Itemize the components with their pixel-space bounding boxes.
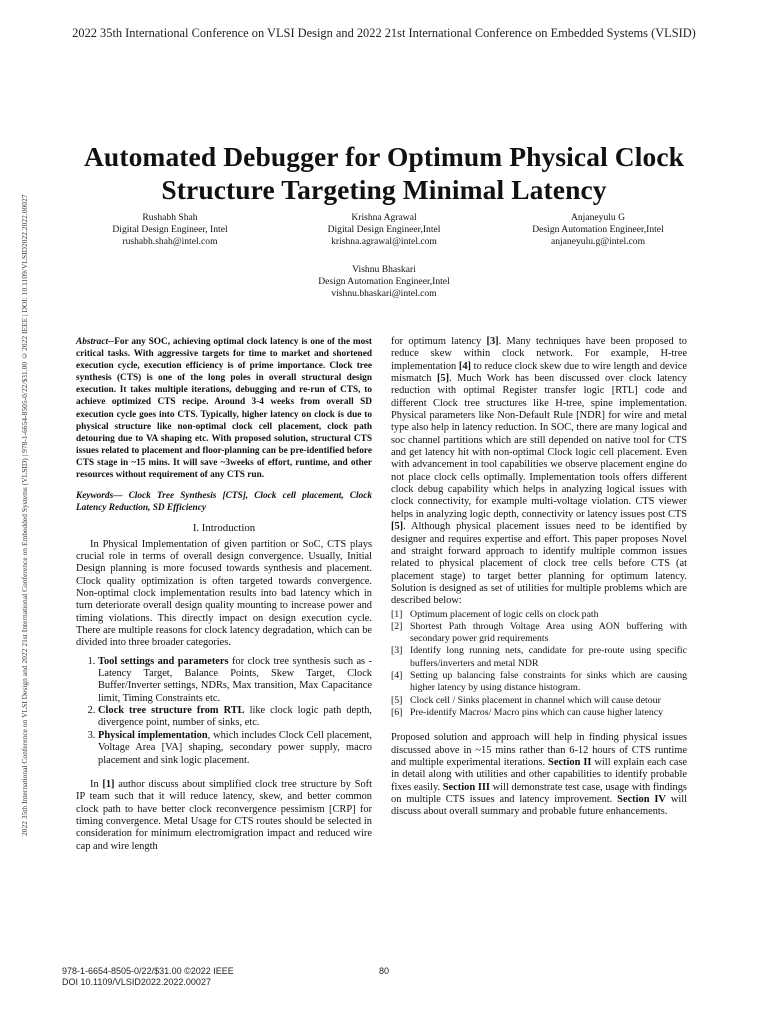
category-head: Physical implementation (98, 729, 208, 741)
list-item (391, 695, 687, 707)
abstract-label: Abstract-- (76, 337, 115, 347)
list-item (391, 621, 687, 646)
section-ref: Section II (548, 756, 592, 768)
author-role: Digital Design Engineer,Intel (327, 224, 441, 235)
list-number: [3] (391, 645, 403, 657)
author-role: Digital Design Engineer, Intel (112, 224, 228, 235)
keywords: Keywords— Clock Tree Synthesis [CTS], Clock cell placement, Clock Latency Reduction, SD Efficiency (76, 491, 372, 514)
author-name: Anjaneyulu G (570, 212, 626, 223)
category-text: for clock tree synthesis such as - Latency Target, Balance Points, Skew Target, Clock Buffer/Inverter settings, NDRs, Max transition, Max Capacitance limit, Timing Constraints etc. (98, 655, 372, 704)
footer-isbn: 978-1-6654-8505-0/22/$31.00 ©2022 IEEE (62, 966, 234, 976)
intro-paragraph-2 (76, 779, 372, 853)
list-text: Clock cell / Sinks placement in channel which will cause detour (410, 694, 661, 706)
citation-ref: [1] (102, 778, 115, 790)
author-3 (498, 212, 698, 248)
citation-ref: [5] (436, 373, 450, 385)
list-item (391, 707, 687, 719)
right-paragraph-1 (391, 336, 687, 608)
list-item (391, 645, 687, 670)
citation-ref: [4] (458, 360, 472, 372)
text-run: will discuss about overall summary and probable future enhancements. (391, 793, 687, 818)
right-paragraph-2 (391, 732, 687, 818)
list-number: [1] (391, 608, 403, 620)
text-run: will demonstrate test case, usage with findings on multiple CTS issues and latency improvement. (391, 781, 687, 805)
author-name: Krishna Agrawal (351, 212, 417, 223)
list-text: Setting up balancing false constraints for sinks which are causing higher latency by using distance histogram. (410, 670, 687, 694)
author-block (70, 212, 698, 248)
category-list (76, 656, 372, 767)
intro-paragraph-1: In Physical Implementation of given partition or SoC, CTS plays crucial role in terms of overall design convergence. Usually, Initial Design planning is more focused towards synthesis and placement. Clock quality optimization is often targeted towards convergence. Non-optimal clock implementation results into bad latency which in turn deteriorate overall design quality mounting to increase power and timing violations. This directly impact on design execution cycle. There are multiple reasons for clock latency degradation, which can be divided into three broader categories. (76, 538, 372, 649)
list-text: Pre-identify Macros/ Macro pins which can cause higher latency (410, 706, 663, 718)
text-run: Proposed solution and approach will help in finding physical issues discussed above in ~15 mins rather than 6-12 hours of CTS runtime and multiple experimental iterations. (391, 732, 687, 768)
citation-ref: [3] (486, 336, 499, 347)
author-name: Vishnu Bhaskari (352, 264, 416, 275)
list-item (98, 705, 372, 730)
text-run: for optimum latency (391, 336, 487, 347)
right-column (391, 336, 687, 819)
utility-list (391, 609, 687, 720)
list-item (391, 609, 687, 621)
text-run: . Although physical placement issues need to be identified by designer and requires expertise and effort. This paper proposes Novel and straight forward approach to identify multiple common issues related to physical placement of clock tree cells before CTS (at placement stage) to target better planning for optimum latency. Solution is designed as set of utilities for multiple problems which are described below: (391, 521, 687, 607)
list-number: [5] (391, 694, 403, 706)
author-email[interactable]: rushabh.shah@intel.com (122, 236, 218, 247)
list-number: [2] (391, 620, 403, 632)
left-column (76, 336, 372, 853)
category-head: Tool settings and parameters (98, 655, 229, 667)
author-email[interactable]: anjaneyulu.g@intel.com (550, 236, 646, 247)
text-run: author discuss about simplified clock tree structure by Soft IP team such that it will reduce latency, skew, and better common clock path to have better clock reconvergence pessimism [CRP] for timing convergence. Metal Usage for CTS routes should be selected in consideration for minimum electromigration impact and reduced wire cap and wire length (76, 778, 372, 852)
author-1 (70, 212, 270, 248)
page-number: 80 (378, 966, 389, 976)
abstract (76, 336, 372, 481)
category-text: , which includes Clock Cell placement, Voltage Area [VA] shaping, secondary power supply, macro placement and sink logic placement. (98, 729, 372, 766)
list-text: Identify long running nets, candidate for pre-route using specific buffers/inverters and metal NDR (410, 645, 687, 669)
author-email[interactable]: vishnu.bhaskari@intel.com (331, 288, 437, 299)
list-item (98, 656, 372, 705)
author-email[interactable]: krishna.agrawal@intel.com (331, 236, 437, 247)
side-margin-citation: 2022 35th International Conference on VLSI Design and 2022 21st International Conference on Embedded Systems (VLSID) | 978-1-6654-8505-0/22/$31.00 ©2022 IEEE | DOI: 10.1109/VLSID2022.2022.00027 (20, 194, 29, 836)
list-text: Optimum placement of logic cells on clock path (410, 608, 599, 620)
abstract-text: For any SOC, achieving optimal clock latency is one of the most critical tasks. With aggressive targets for time to market and shortened execution cycle, execution efficiency is of prime importance. Clock tree synthesis (CTS) is one of the long poles in overall structural design execution. It takes multiple iterations, debugging and re-run of CTS, to achieve optimized CTS recipe. Around 3-4 weeks from overall SD execution cycle goes into CTS. Typically, higher latency on clock is due to physical structure like non-optimal clock cell placement, clock path detouring due to VA shaping etc. With proposed solution, structural CTS issues related to placement and floor-planning can be pre-identified before CTS stage in ~15 mins. It will save ~3weeks of effort, runtime, and other resources without requirement of any CTS run. (76, 337, 372, 481)
author-name: Rushabh Shah (142, 212, 198, 223)
category-text: like clock logic path depth, divergence point, number of sinks, etc. (98, 705, 372, 729)
text-run: will explain each case in detail along with utilities and other capabilities to identify probable fixes easily. (391, 756, 687, 793)
page-footer (62, 966, 234, 988)
conference-header: 2022 35th International Conference on VLSI Design and 2022 21st International Conference on Embedded Systems (VLSID) (72, 26, 696, 40)
section-ref: Section IV (617, 793, 666, 805)
paper-title: Automated Debugger for Optimum Physical Clock Structure Targeting Minimal Latency (83, 141, 685, 205)
list-number: [6] (391, 706, 403, 718)
author-role: Design Automation Engineer,Intel (532, 224, 664, 235)
author-2 (284, 212, 484, 248)
text-run: In (90, 778, 103, 790)
list-text: Shortest Path through Voltage Area using AON buffering with secondary power grid requirements (410, 620, 687, 645)
list-item (98, 730, 372, 767)
category-head: Clock tree structure from RTL (98, 705, 245, 717)
footer-doi: DOI 10.1109/VLSID2022.2022.00027 (62, 977, 211, 987)
section-ref: Section III (442, 781, 490, 793)
author-role: Design Automation Engineer,Intel (318, 276, 450, 287)
list-item (391, 670, 687, 695)
text-run: . Many techniques have been proposed to reduce skew within clock network. For example, H-tree implementation (391, 336, 688, 372)
text-run: to reduce clock skew due to wire length and device mismatch (391, 360, 687, 385)
list-number: [4] (391, 670, 403, 682)
text-run: . Much Work has been discussed over clock latency reduction with optimal Register transfer logic [RTL] code and different Clock tree structures like H-tree, spine implementation. Physical parameters like Non-Default Rule [NDR] for wire and metal type also help in latency reduction. In SOC, there are many logical and soc channel partitions which are still depended on native tool for CTS and get latency hit with non-optimal Clock logic cell placement. Even with advancement in tool capabilities we observe placement engine do not place clock cells optimally. Implementation tools offers different clock debug capability which helps in analyzing logical issues with clock connectivity, for example multi-voltage violation. CTS viewer helps in analyzing logic depth, connectivity or latency issues post CTS (391, 373, 688, 520)
section-heading-introduction: I. Introduction (192, 522, 256, 535)
citation-ref: [5] (391, 521, 404, 533)
author-4 (284, 264, 484, 300)
